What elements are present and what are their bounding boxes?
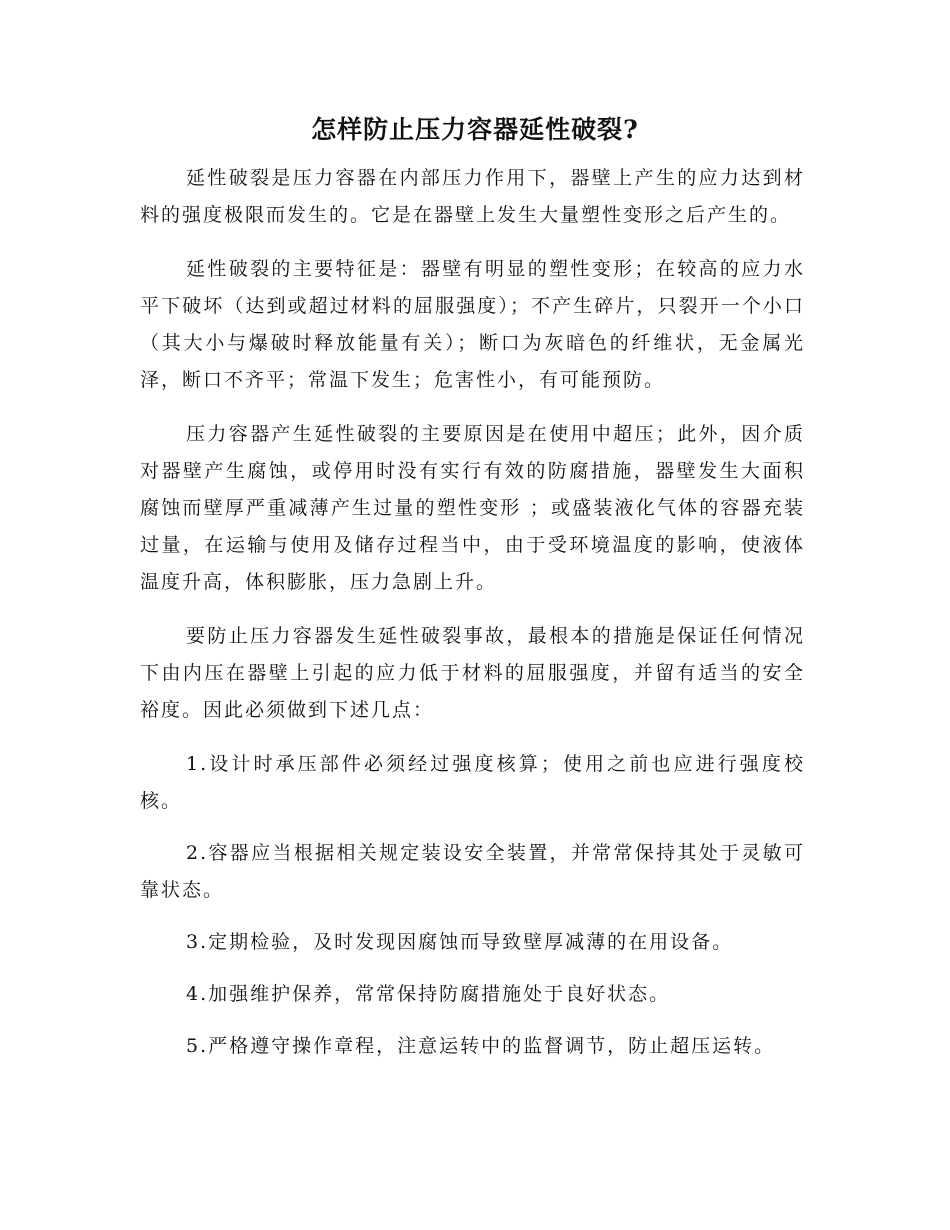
paragraph-features: 延性破裂的主要特征是：器壁有明显的塑性变形；在较高的应力水平下破坏（达到或超过材料的屈服强度）；不产生碎片，只裂开一个小口（其大小与爆破时释放能量有关）；断口为灰暗色的纤维状，无金属光泽，断口不齐平；常温下发生；危害性小，有可能预防。 (140, 258, 805, 391)
list-item: 3.定期检验，及时发现因腐蚀而导致壁厚减薄的在用设备。 (186, 931, 734, 953)
page-title: 怎样防止压力容器延性破裂? (311, 115, 639, 144)
paragraph-prevention-intro: 要防止压力容器发生延性破裂事故，最根本的措施是保证任何情况下由内压在器壁上引起的应力低于材料的屈服强度，并留有适当的安全裕度。因此必须做到下述几点： (140, 625, 805, 721)
paragraph-causes: 压力容器产生延性破裂的主要原因是在使用中超压；此外，因介质对器壁产生腐蚀，或停用时没有实行有效的防腐措施，器壁发生大面积腐蚀而壁厚严重减薄产生过量的塑性变形 ；或盛装液化气体的容器充装过量，在运输与使用及储存过程当中，由于受环境温度的影响，使液体温度升高，体积膨胀，压力急剧上升。 (140, 423, 805, 593)
list-item: 1.设计时承压部件必须经过强度核算；使用之前也应进行强度校核。 (140, 753, 805, 812)
list-item: 4.加强维护保养，常常保持防腐措施处于良好状态。 (186, 983, 671, 1005)
paragraph-definition: 延性破裂是压力容器在内部压力作用下，器壁上产生的应力达到材料的强度极限而发生的。它是在器壁上发生大量塑性变形之后产生的。 (140, 167, 805, 226)
list-item: 2.容器应当根据相关规定装设安全装置，并常常保持其处于灵敏可靠状态。 (140, 842, 805, 901)
document-body (140, 160, 805, 1065)
list-item: 5.严格遵守操作章程，注意运转中的监督调节，防止超压运转。 (186, 1035, 776, 1057)
